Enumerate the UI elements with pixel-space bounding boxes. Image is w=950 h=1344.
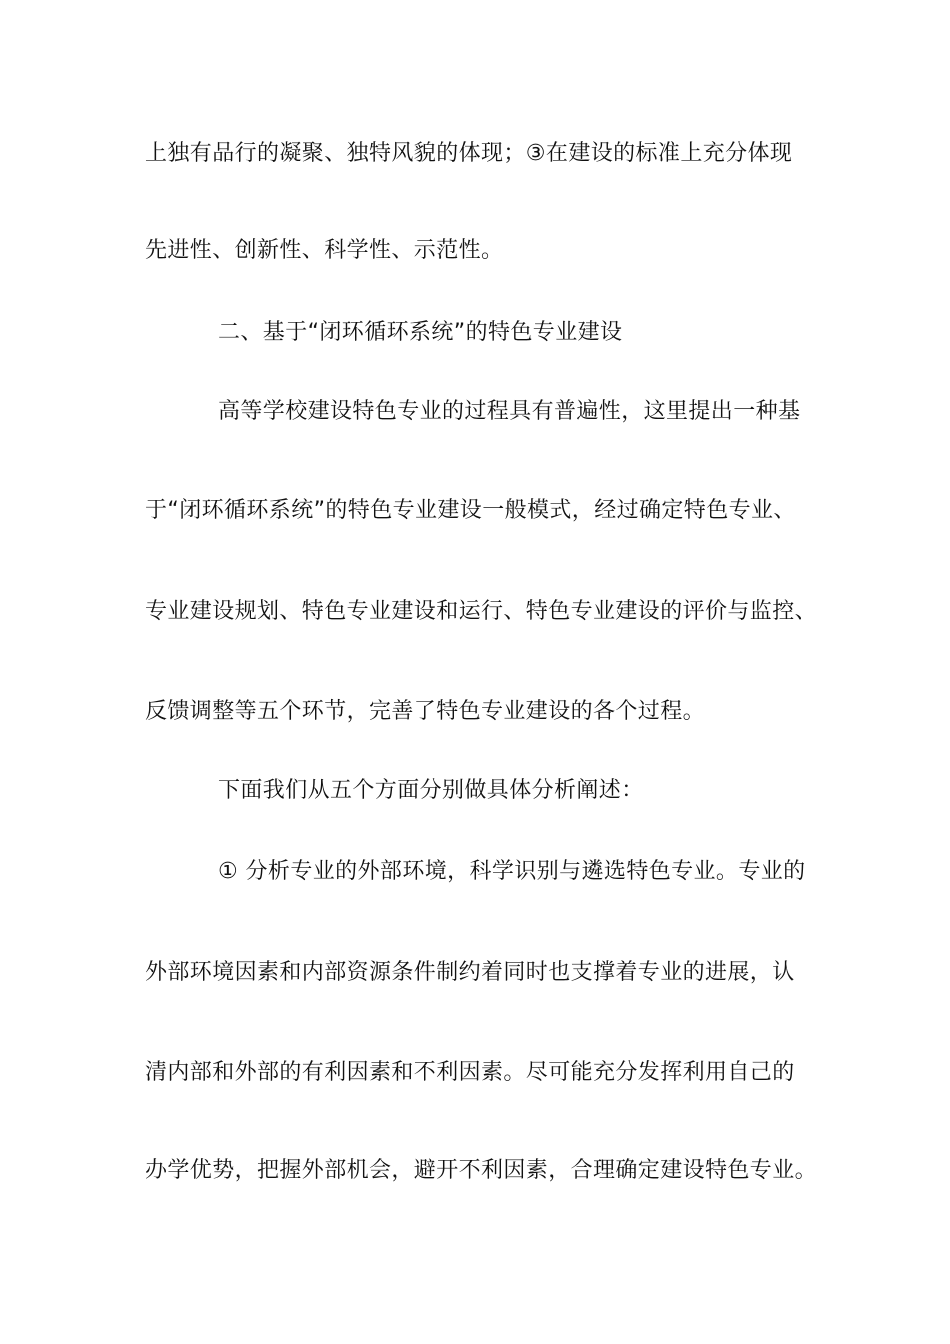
paragraph-1-line-3: 专业建设规划、特色专业建设和运行、特色专业建设的评价与监控、 — [145, 599, 818, 624]
paragraph-1-line-1: 高等学校建设特色专业的过程具有普遍性，这里提出一种基 — [218, 399, 801, 424]
paragraph-1-line-4: 反馈调整等五个环节，完善了特色专业建设的各个过程。 — [145, 699, 706, 724]
paragraph-2-line-1: 下面我们从五个方面分别做具体分析阐述： — [218, 778, 644, 803]
paragraph-3-line-2: 外部环境因素和内部资源条件制约着同时也支撑着专业的进展，认 — [145, 960, 795, 985]
paragraph-3-line-1: ① 分析专业的外部环境，科学识别与遴选特色专业。专业的 — [218, 859, 806, 884]
paragraph-1-line-2: 于“闭环循环系统”的特色专业建设一般模式，经过确定特色专业、 — [145, 498, 796, 523]
section-heading: 二、基于“闭环循环系统”的特色专业建设 — [218, 320, 623, 345]
paragraph-3-line-4: 办学优势，把握外部机会，避开不利因素，合理确定建设特色专业。 — [145, 1158, 818, 1183]
text-line-2: 先进性、创新性、科学性、示范性。 — [145, 238, 504, 263]
text-line-1: 上独有品行的凝聚、独特风貌的体现；③在建设的标准上充分体现 — [145, 141, 793, 166]
paragraph-3-line-3: 清内部和外部的有利因素和不利因素。尽可能充分发挥利用自己的 — [145, 1060, 795, 1085]
